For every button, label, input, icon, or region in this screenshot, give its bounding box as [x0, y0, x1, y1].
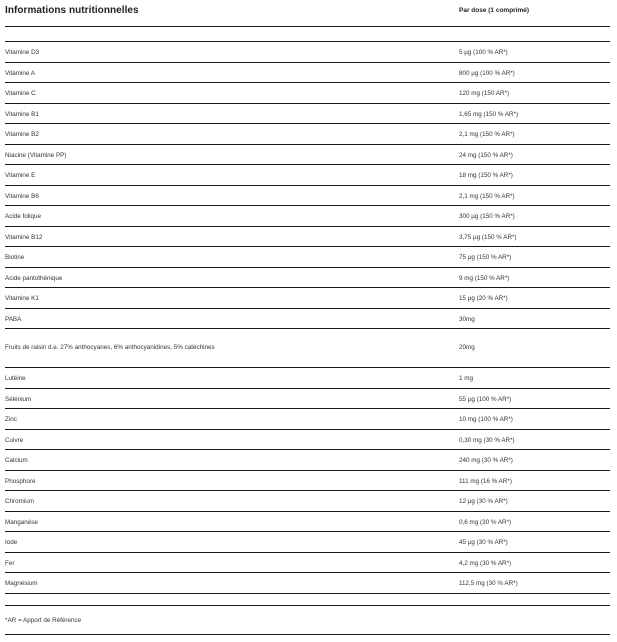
nutrient-name: Vitamine D3 [5, 49, 40, 56]
nutrient-value: 12 µg (30 % AR*) [459, 498, 508, 505]
nutrient-name: Vitamine B1 [5, 110, 39, 118]
nutrient-value: 45 µg (30 % AR*) [459, 539, 508, 546]
nutrient-name: Chromium [5, 498, 35, 505]
nutrient-name: Calcium [5, 457, 28, 464]
table-row [5, 165, 610, 186]
page-title: Informations nutritionnelles [5, 5, 139, 16]
nutrient-name: Sélénium [5, 395, 32, 403]
table-row [5, 145, 610, 166]
nutrient-value: 10 mg (100 % AR*) [459, 416, 513, 423]
table-row [5, 573, 610, 594]
table-row [5, 491, 610, 512]
nutrient-value: 1,65 mg (150 % AR*) [459, 110, 519, 118]
nutrient-name: Vitamine C [5, 90, 36, 97]
nutrient-name: Vitamine B12 [5, 233, 43, 241]
nutrient-name: Vitamine B2 [5, 131, 39, 138]
nutrient-value: 20mg [459, 344, 475, 351]
table-row [5, 532, 610, 553]
table-row [5, 124, 610, 145]
nutrient-value: 0,30 mg (30 % AR*) [459, 436, 515, 444]
table-row [5, 409, 610, 430]
table-row [5, 430, 610, 451]
nutrient-value: 15 µg (20 % AR*) [459, 295, 508, 302]
nutrient-value: 75 µg (150 % AR*) [459, 254, 512, 261]
table-row [5, 288, 610, 309]
nutrition-table [5, 0, 610, 635]
table-row [5, 227, 610, 248]
nutrient-value: 30mg [459, 315, 475, 323]
table-row [5, 553, 610, 574]
nutrient-value: 2,1 mg (150 % AR*) [459, 192, 515, 200]
table-row [5, 104, 610, 125]
column-header: Par dose (1 comprimé) [459, 7, 530, 14]
nutrient-value: 240 mg (30 % AR*) [459, 457, 513, 464]
nutrient-name: Fer [5, 559, 15, 567]
nutrient-name: Iode [5, 539, 18, 546]
table-body [5, 42, 610, 594]
table-row [5, 309, 610, 330]
table-row [5, 83, 610, 104]
table-row [5, 450, 610, 471]
table-row [5, 471, 610, 492]
nutrient-value: 111 mg (16 % AR*) [459, 477, 512, 485]
nutrient-name: Phosphore [5, 477, 36, 485]
nutrient-name: Lutéine [5, 375, 26, 382]
footnote-row [5, 606, 610, 635]
nutrient-name: Niacine (Vitamine PP) [5, 151, 67, 159]
nutrient-value: 9 mg (150 % AR*) [459, 274, 510, 282]
footnote: *AR = Apport de Référence [5, 616, 82, 624]
nutrient-name: Vitamine A [5, 69, 35, 77]
nutrient-value: 112,5 mg (30 % AR*) [459, 580, 518, 587]
nutrient-name: Acide pantothénique [5, 274, 63, 282]
nutrient-name: Vitamine K1 [5, 295, 39, 302]
nutrient-value: 5 µg (100 % AR*) [459, 49, 508, 56]
nutrient-value: 800 µg (100 % AR*) [459, 69, 515, 77]
nutrient-name: Biotine [5, 254, 25, 261]
table-header [5, 0, 610, 26]
table-row [5, 329, 610, 368]
nutrient-value: 2,1 mg (150 % AR*) [459, 131, 515, 138]
nutrient-name: Acide folique [5, 213, 42, 220]
table-row [5, 247, 610, 268]
nutrient-value: 3,75 µg (150 % AR*) [459, 233, 517, 241]
table-row [5, 268, 610, 289]
nutrient-value: 4,2 mg (30 % AR*) [459, 559, 512, 567]
nutrient-value: 18 mg (150 % AR*) [459, 172, 513, 179]
table-row [5, 63, 610, 84]
table-row [5, 512, 610, 533]
table-row [5, 389, 610, 410]
nutrient-name: PABA [5, 315, 22, 323]
nutrient-name: Fruits de raisin d.e. 27% anthocyanes, 6% anthocyanidines, 5% catéchines [5, 344, 215, 351]
nutrient-value: 300 µg (150 % AR*) [459, 213, 515, 220]
nutrient-value: 0,6 mg (30 % AR*) [459, 518, 512, 526]
table-row [5, 186, 610, 207]
nutrient-value: 120 mg (150 AR*) [459, 90, 510, 97]
nutrient-name: Zinc [5, 416, 17, 423]
nutrient-name: Manganèse [5, 518, 38, 526]
table-row [5, 368, 610, 389]
table-row [5, 42, 610, 63]
nutrient-name: Vitamine B6 [5, 192, 39, 200]
nutrient-name: Magnésium [5, 580, 38, 587]
nutrient-value: 1 mg [459, 375, 473, 382]
nutrient-value: 55 µg (100 % AR*) [459, 395, 512, 403]
nutrient-name: Vitamine E [5, 172, 36, 179]
nutrient-name: Cuivre [5, 436, 24, 444]
nutrient-value: 24 mg (150 % AR*) [459, 151, 513, 159]
table-row [5, 206, 610, 227]
